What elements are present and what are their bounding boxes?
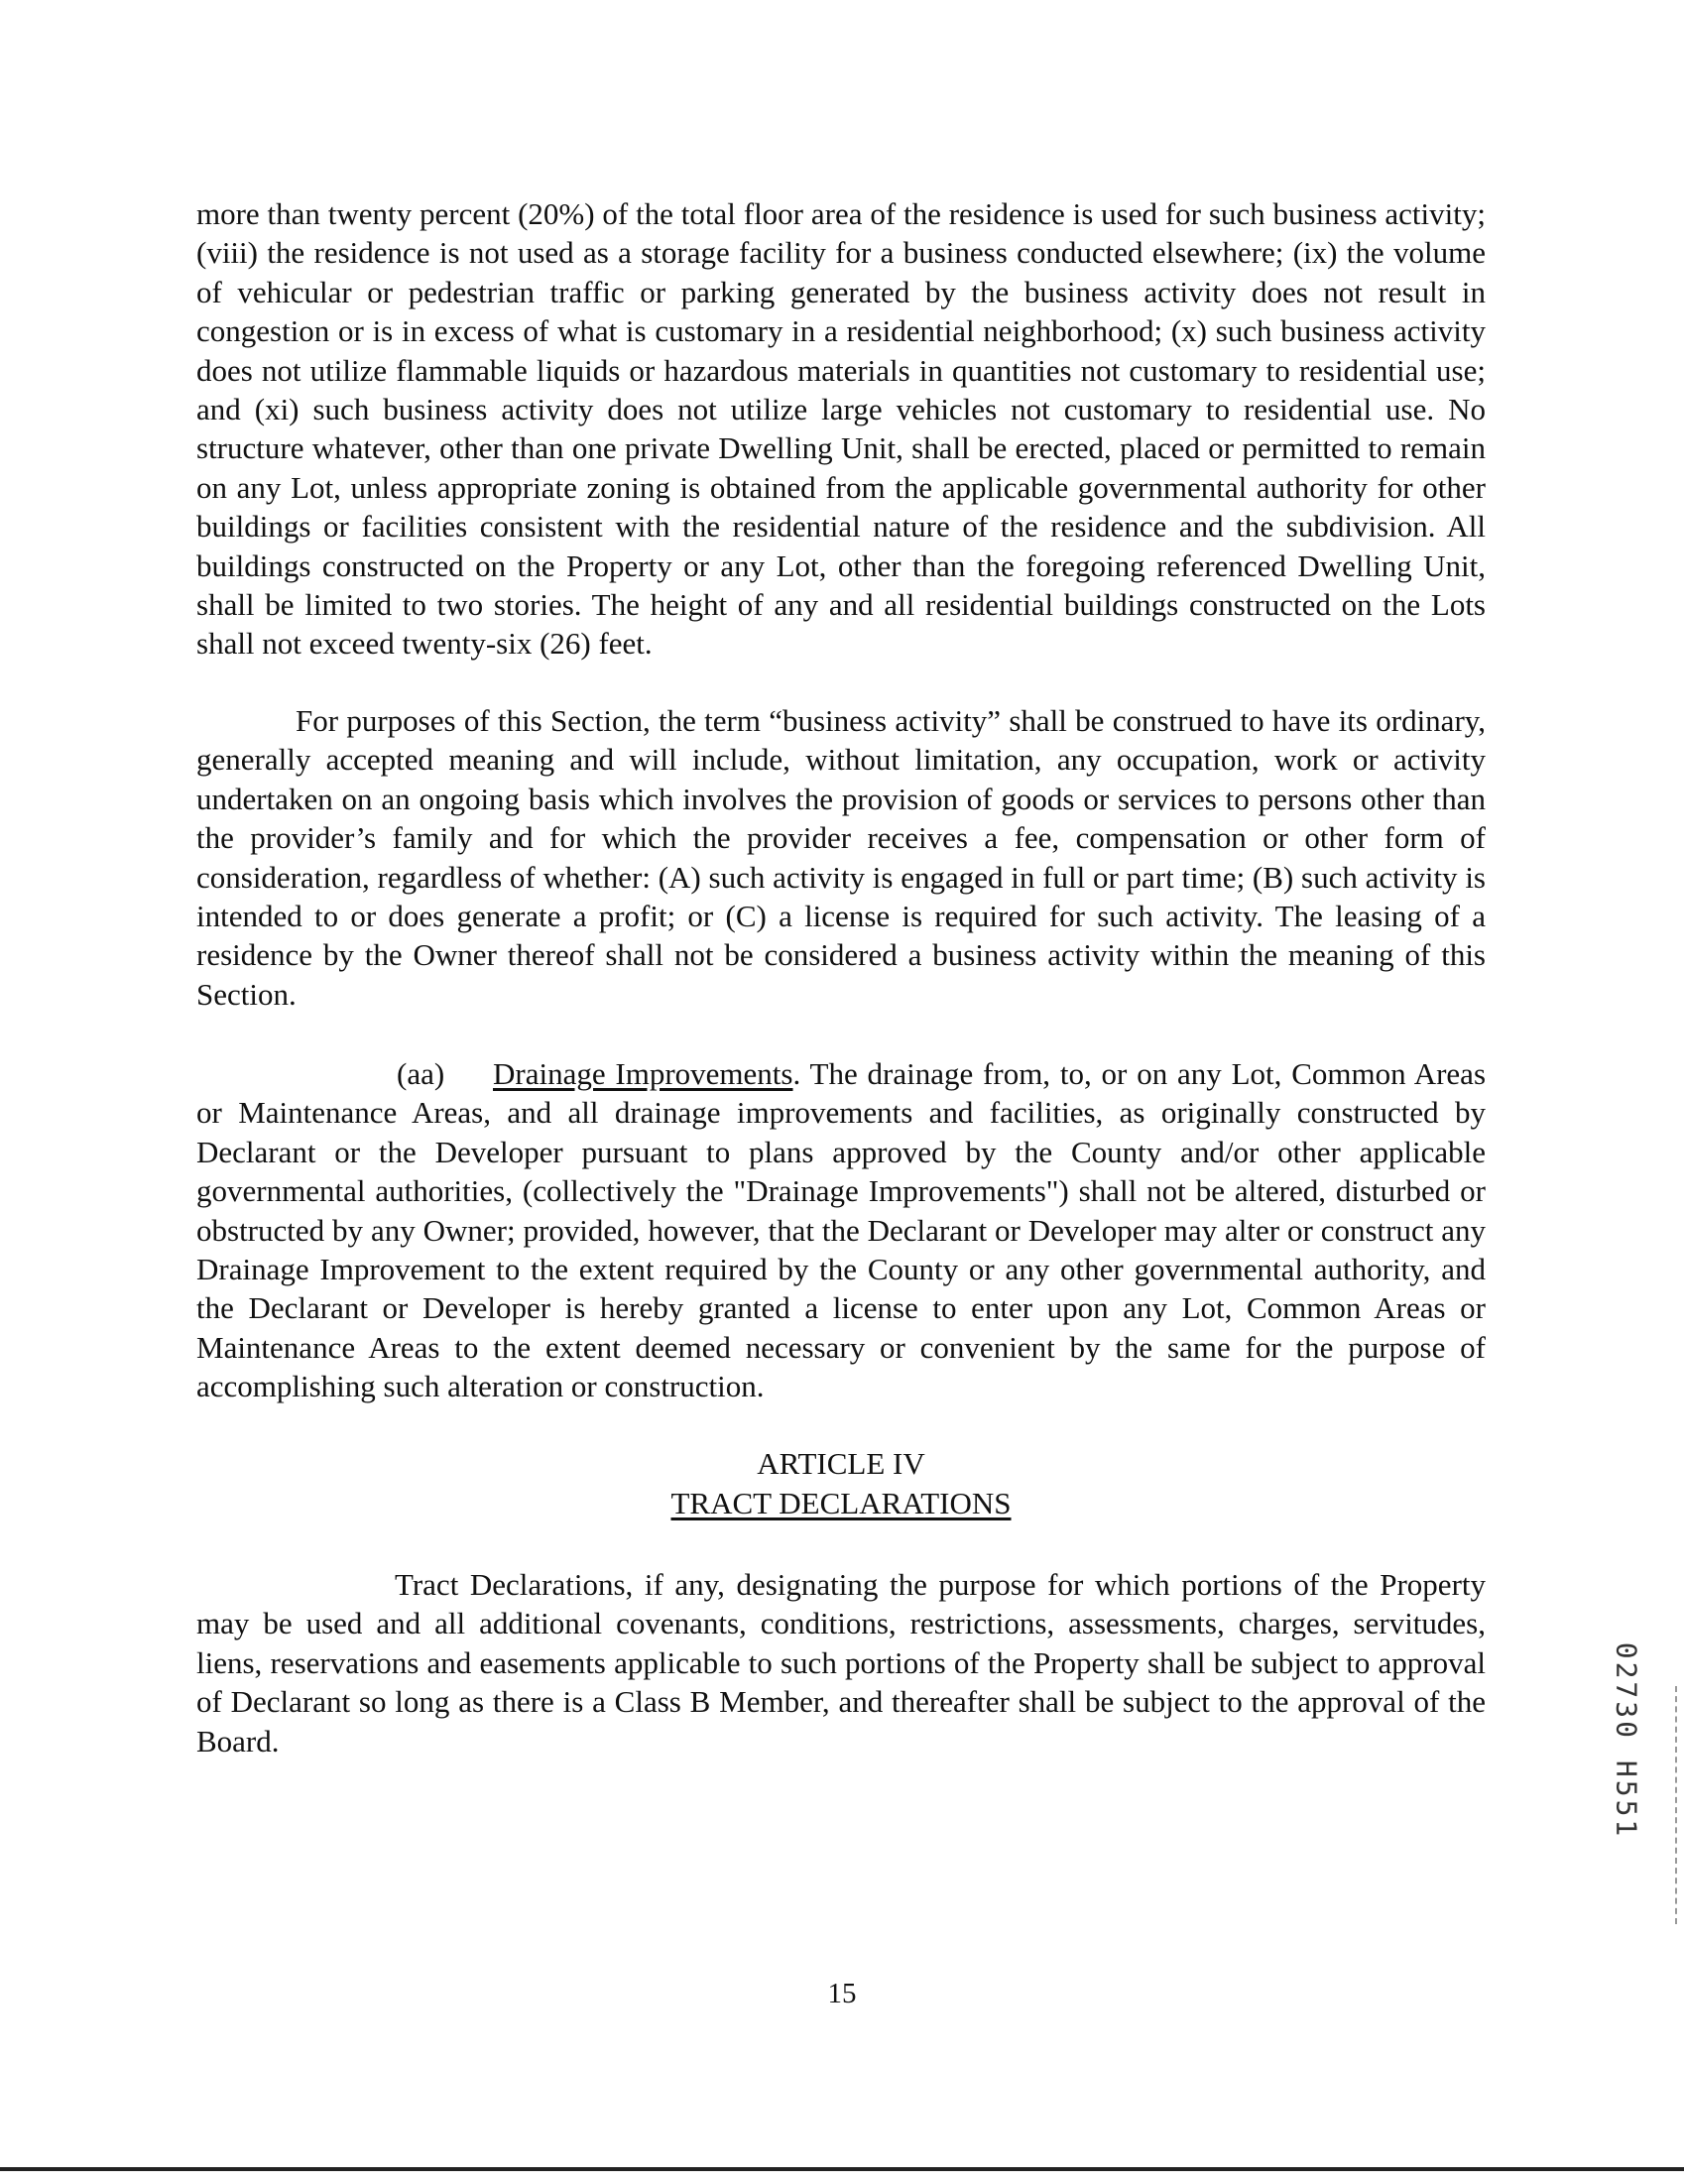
article-title: TRACT DECLARATIONS xyxy=(670,1486,1012,1520)
paragraph-tract-declarations: Tract Declarations, if any, designating the purpose for which portions of the Property may be used and all additional covenants, conditions, restrictions, assessments, charges, servitudes, liens, reservations and easements applicable to such portions of the Property shall be subject to approval of Declarant so long as there is a Class B Member, and thereafter shall be subject to the approval of the Board. xyxy=(196,1567,1486,1759)
drainage-text: . The drainage from, to, or on any Lot, Common Areas or Maintenance Areas, and all drainage improvements and facilities, as originally constructed by Declarant or the Developer pursuant to plans approved by the County and/or other applicable governmental authorities, (collectively the "Drainage Improvements") shall not be altered, disturbed or obstructed by any Owner; provided, however, that the Declarant or Developer may alter or construct any Drainage Improvement to the extent required by the County or any other governmental authority, and the Declarant or Developer is hereby granted a license to enter upon any Lot, Common Areas or Maintenance Areas to the extent deemed necessary or convenient by the same for the purpose of accomplishing such alteration or construction. xyxy=(196,1056,1487,1404)
recording-stamp xyxy=(1607,1592,1646,1889)
recording-stamp-text: 02730 H551 xyxy=(1610,1641,1643,1840)
article-number: ARTICLE IV xyxy=(757,1446,925,1481)
paragraph-business-activity-limits: more than twenty percent (20%) of the total floor area of the residence is used for such business activity; (viii) the residence is not used as a storage facility for a business conducted elsewhere; (ix) the volume of vehicular or pedestrian traffic or parking generated by the business activity does not result in congestion or is in excess of what is customary in a residential neighborhood; (x) such business activity does not utilize flammable liquids or hazardous materials in quantities not customary to residential use; and (xi) such business activity does not utilize large vehicles not customary to residential use. No structure whatever, other than one private Dwelling Unit, shall be erected, placed or permitted to remain on any Lot, unless appropriate zoning is obtained from the applicable governmental authority for other buildings or facilities consistent with the residential nature of the residence and the subdivision. All buildings constructed on the Property or any Lot, other than the foregoing referenced Dwelling Unit, shall be limited to two stories. The height of any and all residential buildings constructed on the Lots shall not exceed twenty-six (26) feet. xyxy=(196,196,1486,662)
article-heading xyxy=(196,1444,1486,1523)
subsection-heading: Drainage Improvements xyxy=(493,1056,793,1091)
bottom-divider xyxy=(0,2167,1684,2171)
subsection-label: (aa) xyxy=(397,1056,445,1091)
paragraph-business-activity-definition: For purposes of this Section, the term “business activity” shall be construed to have its ordinary, generally accepted meaning and will include, without limitation, any occupation, work or activity undertaken on an ongoing basis which involves the provision of goods or services to persons other than the provider’s family and for which the provider receives a fee, compensation or other form of consideration, regardless of whether: (A) such activity is engaged in full or part time; (B) such activity is intended to or does generate a profit; or (C) a license is required for such activity. The leasing of a residence by the Owner thereof shall not be considered a business activity within the meaning of this Section. xyxy=(196,703,1486,1012)
paragraph-drainage-improvements xyxy=(196,1054,1486,1406)
scan-edge-marks xyxy=(1675,1686,1679,1924)
page-number: 15 xyxy=(827,1978,857,2009)
